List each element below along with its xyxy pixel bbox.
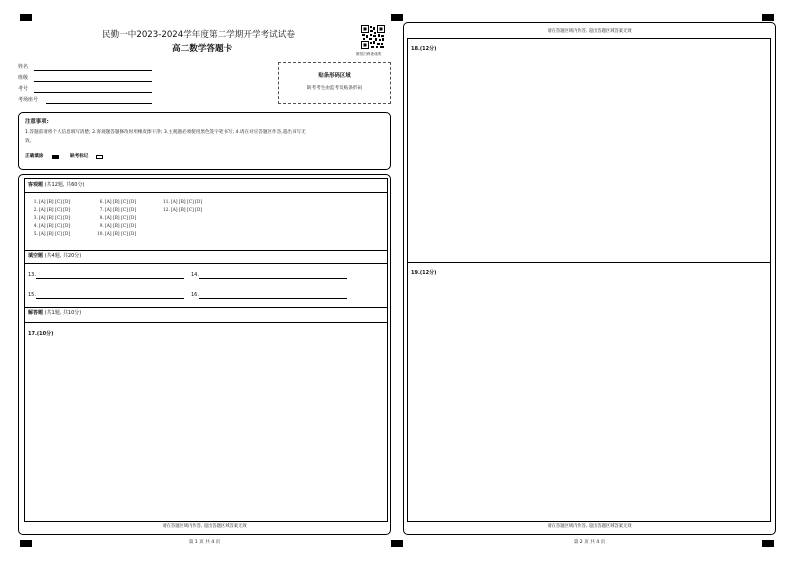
seat-number-label: 考场座号 (18, 97, 39, 103)
fill-correct-label: 正确填涂 (25, 154, 44, 159)
q13-answer-line[interactable] (36, 278, 184, 279)
fill-absent-label: 缺考标记 (70, 154, 89, 159)
objective-header: 客观题 (共12题, 共60分) (28, 182, 85, 188)
objective-question-8[interactable] (97, 215, 136, 220)
question-number: 9. (99, 223, 104, 228)
objective-question-3[interactable] (31, 215, 70, 220)
question-number: 5. (33, 231, 38, 236)
answer-options[interactable]: [A] [B] [C] [D] (105, 199, 137, 204)
q14-label: 14. (191, 272, 199, 278)
alignment-mark (20, 14, 32, 21)
exam-number-input-line[interactable] (34, 92, 152, 93)
fill-blank-header: 填空题 (共4题, 共20分) (28, 253, 82, 259)
answer-options[interactable]: [A] [B] [C] [D] (39, 199, 71, 204)
footer-note: 请在答题区域内作答, 超出答题区域答案无效 (162, 524, 247, 529)
qr-code-icon (361, 25, 385, 49)
alignment-mark (391, 14, 403, 21)
answer-options[interactable]: [A] [B] [C] [D] (105, 207, 137, 212)
question-number: 3. (33, 215, 38, 220)
objective-question-10[interactable] (97, 231, 136, 236)
objective-question-2[interactable] (31, 207, 70, 212)
page-number: 第 1 页 共 4 页 (188, 540, 221, 545)
barcode-area[interactable] (278, 62, 391, 104)
objective-question-1[interactable] (31, 199, 70, 204)
answer-options[interactable]: [A] [B] [C] [D] (39, 215, 71, 220)
answer-options[interactable]: [A] [B] [C] [D] (39, 231, 71, 236)
answer-header: 解答题 (共1题, 共10分) (28, 310, 82, 316)
objective-question-11[interactable] (163, 199, 202, 204)
objective-question-9[interactable] (97, 223, 136, 228)
question-number: 10. (97, 231, 104, 236)
exam-title: 民勤一中2023-2024学年度第二学期开学考试试卷 (102, 30, 295, 40)
qr-caption: 微信扫码查成绩 (356, 52, 382, 56)
name-label: 姓名 (18, 64, 29, 70)
answer-options[interactable]: [A] [B] [C] [D] (39, 223, 71, 228)
barcode-title: 贴条形码区域 (318, 73, 351, 79)
q17-answer-area[interactable] (25, 340, 387, 521)
notice-box (18, 112, 391, 170)
answer-options[interactable]: [A] [B] [C] [D] (171, 199, 203, 204)
alignment-mark (391, 540, 403, 547)
class-input-line[interactable] (34, 81, 152, 82)
objective-question-6[interactable] (97, 199, 136, 204)
divider (24, 263, 388, 264)
q16-label: 16. (191, 292, 199, 298)
question-number: 4. (33, 223, 38, 228)
question-number: 2. (33, 207, 38, 212)
objective-question-4[interactable] (31, 223, 70, 228)
answer-options[interactable]: [A] [B] [C] [D] (105, 231, 137, 236)
q16-answer-line[interactable] (199, 298, 347, 299)
name-input-line[interactable] (34, 70, 152, 71)
divider (24, 192, 388, 193)
question-number: 7. (99, 207, 104, 212)
q19-answer-area[interactable] (408, 280, 770, 521)
divider (24, 250, 388, 251)
q17-label: 17.(10分) (28, 331, 54, 337)
page-number: 第 2 页 共 4 页 (573, 540, 606, 545)
question-number: 6. (99, 199, 104, 204)
question-number: 1. (33, 199, 38, 204)
answer-options[interactable]: [A] [B] [C] [D] (105, 215, 137, 220)
notice-text: 1.答题前请将个人信息填写清楚; 2.客观题答题修改时用橡皮擦干净; 3.主观题必须使用黑色签字笔书写; 4.请在对应答题区作答,超出书写无 (25, 130, 306, 135)
q18-label: 18.(12分) (411, 46, 437, 52)
question-number: 8. (99, 215, 104, 220)
q19-label: 19.(12分) (411, 270, 437, 276)
objective-question-7[interactable] (97, 207, 136, 212)
answer-options[interactable]: [A] [B] [C] [D] (39, 207, 71, 212)
q15-label: 15. (28, 292, 36, 298)
alignment-mark (762, 14, 774, 21)
divider (24, 322, 388, 323)
answer-options[interactable]: [A] [B] [C] [D] (171, 207, 203, 212)
question-number: 11. (163, 199, 170, 204)
answer-options[interactable]: [A] [B] [C] [D] (105, 223, 137, 228)
notice-title: 注意事项: (25, 119, 49, 125)
objective-question-5[interactable] (31, 231, 70, 236)
footer-note: 请在答题区域内作答, 超出答题区域答案无效 (547, 524, 632, 529)
notice-text-cont: 效。 (25, 139, 35, 144)
exam-subtitle: 高二数学答题卡 (172, 44, 233, 54)
divider (407, 262, 771, 263)
q18-answer-area[interactable] (408, 55, 770, 260)
q14-answer-line[interactable] (199, 278, 347, 279)
question-number: 12. (163, 207, 170, 212)
absent-mark-checkbox[interactable] (96, 155, 103, 159)
class-label: 班级 (18, 75, 29, 81)
seat-number-input-line[interactable] (46, 103, 152, 104)
divider (24, 307, 388, 308)
barcode-note: 缺考考生由监考员贴条形码 (306, 86, 363, 91)
exam-number-label: 考号 (18, 86, 29, 92)
q13-label: 13. (28, 272, 36, 278)
fill-correct-sample (52, 155, 59, 159)
q15-answer-line[interactable] (36, 298, 184, 299)
header-note: 请在答题区域内作答, 超出答题区域答案无效 (547, 29, 632, 34)
objective-question-12[interactable] (163, 207, 202, 212)
